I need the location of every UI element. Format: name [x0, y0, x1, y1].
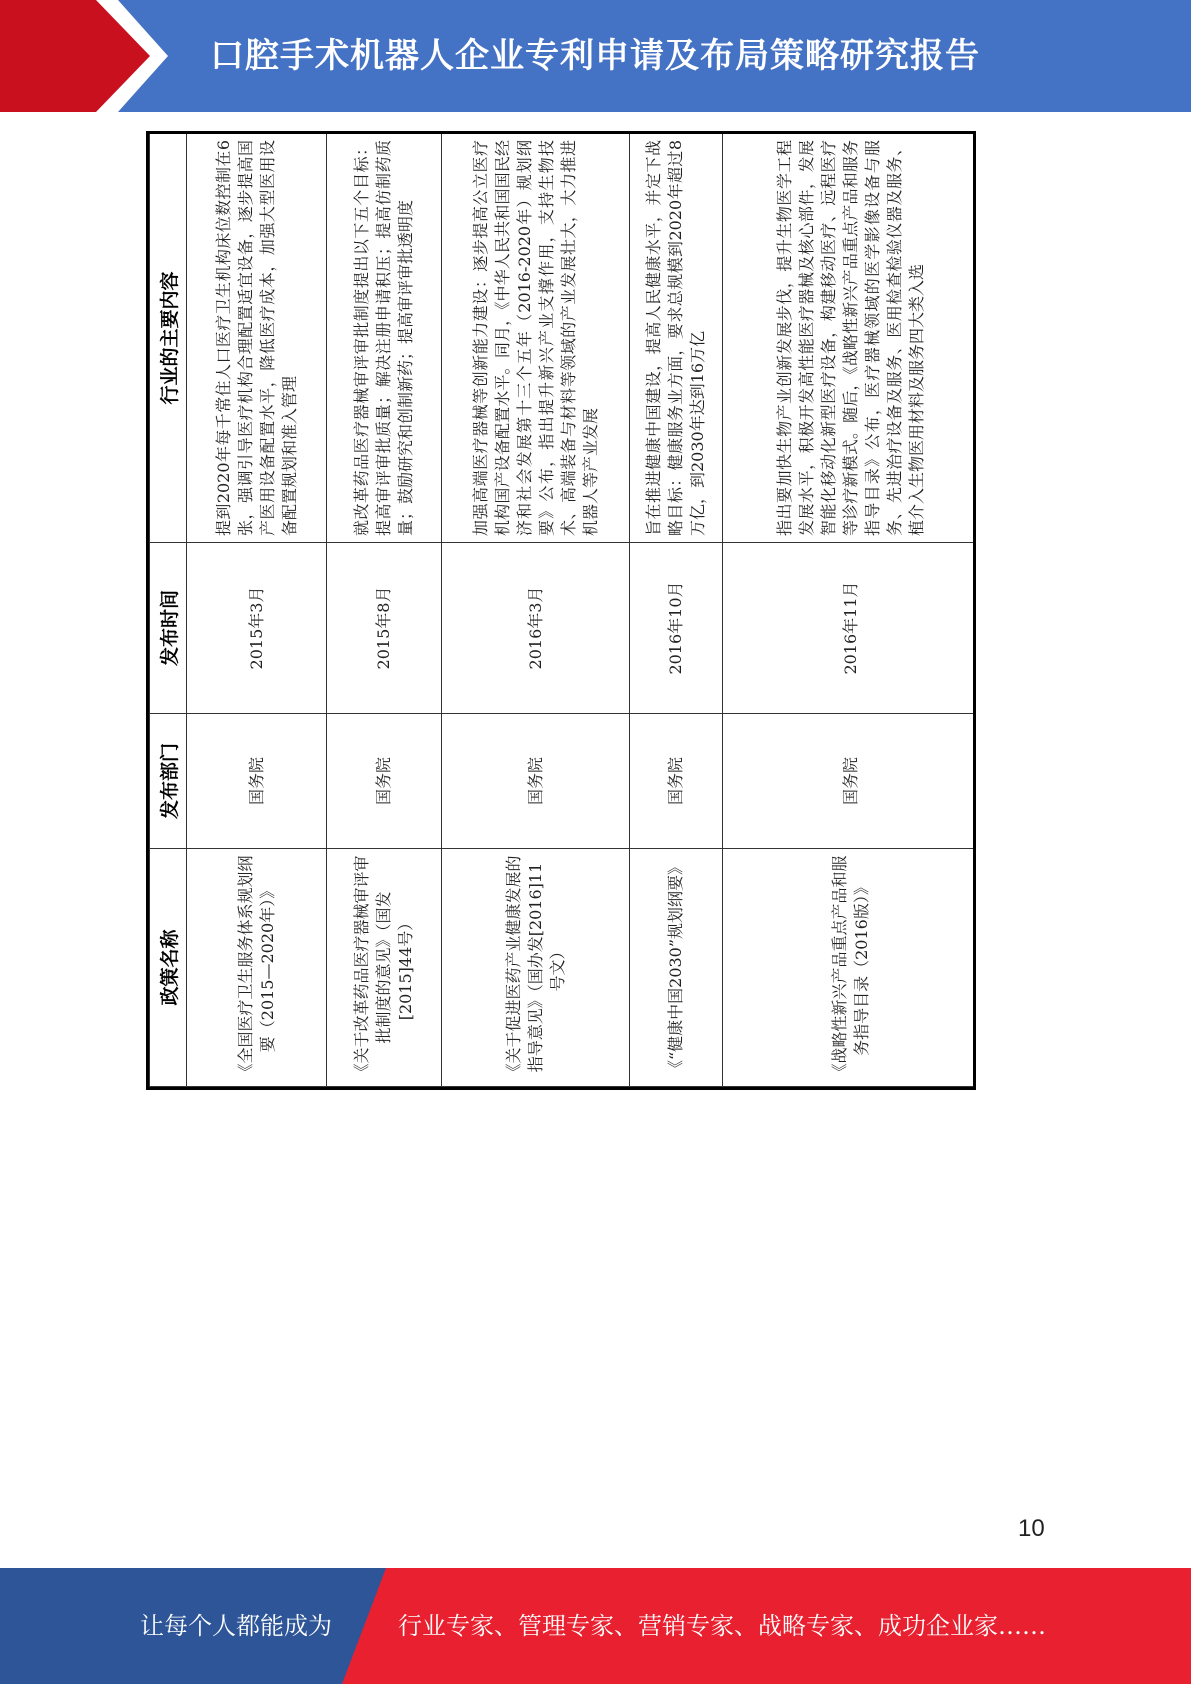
- department-cell: 国务院: [442, 714, 630, 849]
- header-department: 发布部门: [150, 714, 187, 849]
- policy-name-cell: 《战略性新兴产品重点产品和服务指导目录（2016版）》: [723, 849, 977, 1087]
- footer-slogan-right: 行业专家、管理专家、营销专家、战略专家、成功企业家……: [398, 1612, 1046, 1640]
- policy-table: [149, 133, 976, 1087]
- footer-slogan-left: 让每个人都能成为: [140, 1612, 332, 1640]
- header-date: 发布时间: [150, 543, 187, 714]
- table-row: [630, 134, 723, 1087]
- table-row: [187, 134, 327, 1087]
- department-cell: 国务院: [630, 714, 723, 849]
- policy-name-cell: 《关于改革药品医疗器械审评审批制度的意见》（国发[2015]44号）: [327, 849, 442, 1087]
- content-cell: 提到2020年每千常住人口医疗卫生机构床位数控制在6张，强调引导医疗机构合理配置适宜设备，逐步提高国产医用设备配置水平，降低医疗成本，加强大型医用设备配置规划和准入管理: [187, 134, 327, 543]
- content-cell: 就改革药品医疗器械审评审批制度提出以下五个目标：提高审评审批质量；解决注册申请积压；提高仿制药质量；鼓励研究和创制新药；提高审评审批透明度: [327, 134, 442, 543]
- content-cell: 旨在推进健康中国建设，提高人民健康水平，并定下战略目标：健康服务业方面，要求总规模到2020年超过8万亿，到2030年达到16万亿: [630, 134, 723, 543]
- date-cell: 2015年8月: [327, 543, 442, 714]
- policy-name-cell: 《关于促进医药产业健康发展的指导意见》（国办发[2016]11号文）: [442, 849, 630, 1087]
- content-cell: 加强高端医疗器械等创新能力建设：逐步提高公立医疗机构国产设备配置水平。同月，《中华人民共和国国民经济和社会发展第十三个五年（2016-2020年）规划纲要》公布，指出提升新兴产业支撑作用，支持生物技术、高端装备与材料等领域的产业发展壮大，大力推进机器人等产业发展: [442, 134, 630, 543]
- department-cell: 国务院: [327, 714, 442, 849]
- header-main-content: 行业的主要内容: [150, 134, 187, 543]
- table-row: [723, 134, 977, 1087]
- header-policy-name: 政策名称: [150, 849, 187, 1087]
- policy-table-frame: [146, 131, 976, 1090]
- page-footer: [0, 1568, 1191, 1684]
- content-cell: 指出要加快生物产业创新发展步伐，提升生物医学工程发展水平，积极开发高性能医疗器械及核心部件，发展智能化移动化新型医疗设备，构建移动医疗、远程医疗等诊疗新模式。随后，《战略性新兴产品重点产品和服务指导目录》公布，医疗器械领域的医学影像设备与服务、先进治疗设备及服务、医用检查检验仪器及服务、植介入生物医用材料及服务四大类入选: [723, 134, 977, 543]
- date-cell: 2016年3月: [442, 543, 630, 714]
- department-cell: 国务院: [187, 714, 327, 849]
- report-title: 口腔手术机器人企业专利申请及布局策略研究报告: [210, 36, 980, 76]
- department-cell: 国务院: [723, 714, 977, 849]
- page-header: [0, 0, 1191, 112]
- date-cell: 2016年11月: [723, 543, 977, 714]
- date-cell: 2016年10月: [630, 543, 723, 714]
- table-row: [327, 134, 442, 1087]
- table-row: [442, 134, 630, 1087]
- policy-name-cell: 《“健康中国2030”规划纲要》: [630, 849, 723, 1087]
- policy-table-rotated: [149, 134, 973, 1087]
- policy-name-cell: 《全国医疗卫生服务体系规划纲要（2015—2020年）》: [187, 849, 327, 1087]
- table-header-row: [150, 134, 187, 1087]
- date-cell: 2015年3月: [187, 543, 327, 714]
- page-number: 10: [1018, 1515, 1045, 1542]
